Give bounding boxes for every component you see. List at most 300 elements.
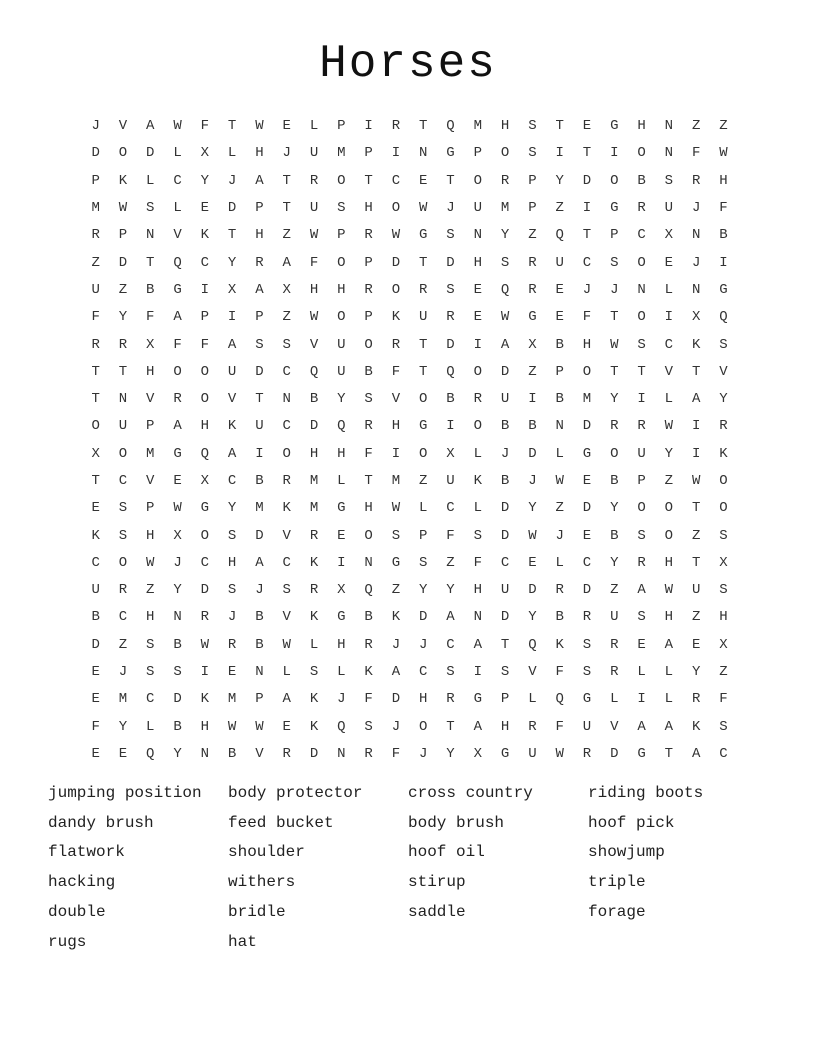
grid-letter[interactable]: R (637, 418, 646, 435)
grid-letter[interactable]: L (664, 281, 674, 298)
grid-letter[interactable]: Z (555, 200, 564, 217)
grid-letter[interactable]: P (91, 172, 100, 189)
grid-letter[interactable]: X (200, 145, 210, 162)
grid-letter[interactable]: R (528, 254, 537, 271)
grid-letter[interactable]: S (582, 636, 592, 653)
grid-letter[interactable]: P (146, 418, 155, 435)
grid-letter[interactable]: F (91, 718, 100, 735)
grid-letter[interactable]: H (719, 609, 728, 626)
grid-letter[interactable]: Z (282, 227, 291, 244)
grid-letter[interactable]: N (118, 391, 128, 408)
grid-letter[interactable]: D (500, 609, 510, 626)
grid-letter[interactable]: F (719, 200, 728, 217)
grid-letter[interactable]: L (664, 391, 674, 408)
grid-letter[interactable]: T (555, 118, 564, 135)
grid-letter[interactable]: U (337, 336, 346, 353)
grid-letter[interactable]: B (555, 391, 564, 408)
grid-letter[interactable]: M (146, 445, 155, 462)
grid-letter[interactable]: O (282, 445, 291, 462)
grid-letter[interactable]: B (173, 718, 182, 735)
grid-letter[interactable]: W (309, 227, 319, 244)
grid-letter[interactable]: B (500, 473, 510, 489)
grid-letter[interactable]: P (473, 145, 482, 162)
grid-letter[interactable]: H (473, 254, 482, 271)
grid-letter[interactable]: S (528, 118, 537, 135)
grid-letter[interactable]: I (582, 200, 592, 217)
grid-letter[interactable]: I (255, 445, 264, 462)
grid-letter[interactable]: Z (691, 527, 701, 544)
grid-letter[interactable]: P (419, 527, 428, 544)
grid-letter[interactable]: O (419, 718, 428, 735)
grid-letter[interactable]: S (637, 609, 646, 626)
grid-letter[interactable]: I (637, 391, 646, 408)
grid-letter[interactable]: U (610, 609, 619, 626)
grid-letter[interactable]: A (227, 336, 237, 353)
grid-letter[interactable]: U (255, 418, 264, 435)
grid-letter[interactable]: D (582, 582, 592, 599)
grid-letter[interactable]: P (337, 118, 346, 135)
grid-letter[interactable]: Z (282, 309, 291, 326)
grid-letter[interactable]: H (255, 227, 264, 244)
grid-letter[interactable]: W (555, 745, 564, 762)
grid-letter[interactable]: V (282, 527, 291, 544)
grid-letter[interactable]: D (91, 636, 100, 653)
grid-letter[interactable]: N (664, 145, 674, 162)
grid-letter[interactable]: C (419, 664, 428, 681)
grid-letter[interactable]: Z (691, 118, 701, 135)
grid-letter[interactable]: S (364, 718, 373, 735)
grid-letter[interactable]: Z (118, 636, 128, 653)
grid-letter[interactable]: B (500, 418, 510, 435)
grid-letter[interactable]: D (610, 745, 619, 762)
grid-letter[interactable]: C (282, 363, 291, 380)
grid-letter[interactable]: H (337, 445, 346, 462)
grid-letter[interactable]: O (473, 363, 482, 380)
grid-letter[interactable]: F (555, 718, 564, 735)
grid-letter[interactable]: Y (555, 172, 564, 189)
grid-letter[interactable]: S (446, 664, 455, 681)
grid-letter[interactable]: Z (118, 281, 128, 298)
grid-letter[interactable]: H (146, 609, 155, 626)
grid-letter[interactable]: O (391, 281, 401, 298)
grid-letter[interactable]: R (309, 582, 319, 599)
grid-letter[interactable]: S (282, 336, 291, 353)
grid-letter[interactable]: R (610, 636, 619, 653)
grid-letter[interactable]: N (337, 745, 346, 762)
grid-letter[interactable]: S (719, 336, 728, 353)
grid-letter[interactable]: Z (528, 363, 537, 380)
grid-letter[interactable]: K (200, 227, 210, 244)
grid-letter[interactable]: Q (555, 227, 564, 244)
grid-letter[interactable]: A (255, 281, 264, 298)
grid-letter[interactable]: F (309, 254, 319, 271)
grid-letter[interactable]: O (473, 418, 482, 435)
grid-letter[interactable]: B (309, 391, 319, 408)
grid-letter[interactable]: N (473, 609, 482, 626)
grid-letter[interactable]: C (173, 172, 182, 189)
grid-letter[interactable]: B (610, 527, 619, 544)
grid-letter[interactable]: E (555, 309, 564, 326)
grid-letter[interactable]: T (500, 636, 510, 653)
grid-letter[interactable]: D (173, 691, 182, 708)
grid-letter[interactable]: O (419, 445, 428, 462)
grid-letter[interactable]: Y (337, 391, 346, 408)
grid-letter[interactable]: I (227, 309, 237, 326)
grid-letter[interactable]: O (118, 445, 128, 462)
grid-letter[interactable]: J (391, 636, 401, 653)
grid-letter[interactable]: R (364, 418, 373, 435)
grid-letter[interactable]: O (610, 445, 619, 462)
grid-letter[interactable]: C (391, 172, 401, 189)
grid-letter[interactable]: W (146, 554, 155, 571)
grid-letter[interactable]: S (500, 664, 510, 681)
grid-letter[interactable]: C (282, 418, 291, 435)
grid-letter[interactable]: V (255, 745, 264, 762)
grid-letter[interactable]: S (391, 527, 401, 544)
grid-letter[interactable]: X (664, 227, 674, 244)
grid-letter[interactable]: N (364, 554, 373, 571)
grid-letter[interactable]: W (173, 500, 182, 517)
grid-letter[interactable]: V (719, 363, 728, 380)
grid-letter[interactable]: F (391, 363, 401, 380)
grid-letter[interactable]: S (446, 227, 455, 244)
grid-letter[interactable]: K (91, 527, 100, 544)
grid-letter[interactable]: B (227, 745, 237, 762)
grid-letter[interactable]: A (146, 118, 155, 135)
grid-letter[interactable]: Y (173, 745, 182, 762)
grid-letter[interactable]: V (309, 336, 319, 353)
grid-letter[interactable]: X (719, 554, 728, 571)
grid-letter[interactable]: O (364, 336, 373, 353)
grid-letter[interactable]: S (637, 336, 646, 353)
grid-letter[interactable]: D (528, 582, 537, 599)
grid-letter[interactable]: O (664, 527, 674, 544)
grid-letter[interactable]: R (610, 664, 619, 681)
grid-letter[interactable]: B (173, 636, 182, 653)
grid-letter[interactable]: S (146, 636, 155, 653)
grid-letter[interactable]: Y (227, 500, 237, 517)
grid-letter[interactable]: E (582, 473, 592, 489)
grid-letter[interactable]: S (146, 664, 155, 681)
grid-letter[interactable]: T (255, 391, 264, 408)
grid-letter[interactable]: S (282, 582, 291, 599)
grid-letter[interactable]: V (146, 473, 155, 489)
grid-letter[interactable]: S (664, 172, 674, 189)
grid-letter[interactable]: X (282, 281, 291, 298)
grid-letter[interactable]: X (719, 636, 728, 653)
grid-letter[interactable]: E (691, 636, 701, 653)
grid-letter[interactable]: Q (719, 309, 728, 326)
grid-letter[interactable]: R (691, 691, 701, 708)
grid-letter[interactable]: P (555, 363, 564, 380)
grid-letter[interactable]: W (500, 309, 510, 326)
grid-letter[interactable]: H (200, 718, 210, 735)
grid-letter[interactable]: G (719, 281, 728, 298)
grid-letter[interactable]: Q (337, 418, 346, 435)
grid-letter[interactable]: E (337, 527, 346, 544)
grid-letter[interactable]: J (173, 554, 182, 571)
grid-letter[interactable]: W (255, 718, 264, 735)
grid-letter[interactable]: F (719, 691, 728, 708)
grid-letter[interactable]: R (719, 418, 728, 435)
grid-letter[interactable]: V (391, 391, 401, 408)
grid-letter[interactable]: Q (309, 363, 319, 380)
grid-letter[interactable]: U (118, 418, 128, 435)
grid-letter[interactable]: R (227, 636, 237, 653)
grid-letter[interactable]: A (282, 691, 291, 708)
grid-letter[interactable]: K (309, 554, 319, 571)
grid-letter[interactable]: Z (691, 609, 701, 626)
grid-letter[interactable]: L (146, 718, 155, 735)
grid-letter[interactable]: O (719, 473, 728, 489)
grid-letter[interactable]: I (555, 145, 564, 162)
grid-letter[interactable]: N (637, 281, 646, 298)
grid-letter[interactable]: V (664, 363, 674, 380)
grid-letter[interactable]: J (500, 445, 510, 462)
grid-letter[interactable]: F (391, 745, 401, 762)
grid-letter[interactable]: J (337, 691, 346, 708)
grid-letter[interactable]: O (200, 527, 210, 544)
grid-letter[interactable]: G (337, 500, 346, 517)
grid-letter[interactable]: B (446, 391, 455, 408)
grid-letter[interactable]: H (146, 527, 155, 544)
grid-letter[interactable]: E (528, 554, 537, 571)
grid-letter[interactable]: E (91, 500, 100, 517)
grid-letter[interactable]: B (555, 609, 564, 626)
grid-letter[interactable]: H (364, 200, 373, 217)
grid-letter[interactable]: D (582, 418, 592, 435)
grid-letter[interactable]: Y (200, 172, 210, 189)
grid-letter[interactable]: A (255, 172, 264, 189)
grid-letter[interactable]: R (582, 745, 592, 762)
grid-letter[interactable]: I (473, 336, 482, 353)
grid-letter[interactable]: H (200, 418, 210, 435)
grid-letter[interactable]: E (91, 745, 100, 762)
grid-letter[interactable]: H (337, 281, 346, 298)
grid-letter[interactable]: H (473, 582, 482, 599)
grid-letter[interactable]: R (446, 691, 455, 708)
grid-letter[interactable]: M (227, 691, 237, 708)
grid-letter[interactable]: S (473, 527, 482, 544)
grid-letter[interactable]: M (255, 500, 264, 517)
grid-letter[interactable]: D (582, 500, 592, 517)
grid-letter[interactable]: S (146, 200, 155, 217)
grid-letter[interactable]: P (200, 309, 210, 326)
grid-letter[interactable]: T (91, 473, 100, 489)
grid-letter[interactable]: R (473, 391, 482, 408)
grid-letter[interactable]: G (173, 281, 182, 298)
grid-letter[interactable]: M (309, 500, 319, 517)
grid-letter[interactable]: R (610, 418, 619, 435)
grid-letter[interactable]: Y (664, 445, 674, 462)
grid-letter[interactable]: V (173, 227, 182, 244)
grid-letter[interactable]: O (173, 363, 182, 380)
grid-letter[interactable]: T (118, 363, 128, 380)
grid-letter[interactable]: P (255, 691, 264, 708)
grid-letter[interactable]: H (664, 609, 674, 626)
grid-letter[interactable]: R (500, 172, 510, 189)
grid-letter[interactable]: I (691, 445, 701, 462)
grid-letter[interactable]: Z (419, 473, 428, 489)
grid-letter[interactable]: N (691, 281, 701, 298)
grid-letter[interactable]: H (664, 554, 674, 571)
grid-letter[interactable]: P (255, 200, 264, 217)
grid-letter[interactable]: W (528, 527, 537, 544)
grid-letter[interactable]: Q (446, 363, 455, 380)
grid-letter[interactable]: C (446, 636, 455, 653)
grid-letter[interactable]: T (446, 172, 455, 189)
grid-letter[interactable]: K (691, 336, 701, 353)
grid-letter[interactable]: Y (118, 718, 128, 735)
grid-letter[interactable]: S (173, 664, 182, 681)
grid-letter[interactable]: H (146, 363, 155, 380)
grid-letter[interactable]: R (118, 336, 128, 353)
grid-letter[interactable]: P (637, 473, 646, 489)
grid-letter[interactable]: J (691, 200, 701, 217)
grid-letter[interactable]: G (391, 554, 401, 571)
grid-letter[interactable]: E (118, 745, 128, 762)
grid-letter[interactable]: R (364, 636, 373, 653)
grid-letter[interactable]: O (337, 309, 346, 326)
grid-letter[interactable]: O (200, 391, 210, 408)
grid-letter[interactable]: C (719, 745, 728, 762)
grid-letter[interactable]: E (200, 200, 210, 217)
grid-letter[interactable]: X (337, 582, 346, 599)
grid-letter[interactable]: A (637, 582, 646, 599)
grid-letter[interactable]: O (500, 145, 510, 162)
grid-letter[interactable]: L (664, 691, 674, 708)
grid-letter[interactable]: R (528, 281, 537, 298)
grid-letter[interactable]: B (364, 609, 373, 626)
grid-letter[interactable]: I (200, 281, 210, 298)
grid-letter[interactable]: S (719, 527, 728, 544)
grid-letter[interactable]: O (582, 363, 592, 380)
grid-letter[interactable]: J (227, 172, 237, 189)
grid-letter[interactable]: K (473, 473, 482, 489)
grid-letter[interactable]: P (528, 172, 537, 189)
grid-letter[interactable]: I (200, 664, 210, 681)
grid-letter[interactable]: K (364, 664, 373, 681)
grid-letter[interactable]: B (91, 609, 100, 626)
grid-letter[interactable]: T (691, 363, 701, 380)
grid-letter[interactable]: R (309, 527, 319, 544)
grid-letter[interactable]: B (637, 172, 646, 189)
grid-letter[interactable]: H (337, 636, 346, 653)
grid-letter[interactable]: J (419, 745, 428, 762)
grid-letter[interactable]: J (118, 664, 128, 681)
grid-letter[interactable]: E (664, 254, 674, 271)
grid-letter[interactable]: E (555, 281, 564, 298)
grid-letter[interactable]: A (664, 718, 674, 735)
grid-letter[interactable]: D (419, 609, 428, 626)
grid-letter[interactable]: F (91, 309, 100, 326)
grid-letter[interactable]: S (528, 145, 537, 162)
grid-letter[interactable]: C (664, 336, 674, 353)
grid-letter[interactable]: U (637, 445, 646, 462)
grid-letter[interactable]: C (227, 473, 237, 489)
grid-letter[interactable]: Y (227, 254, 237, 271)
grid-letter[interactable]: B (555, 336, 564, 353)
grid-letter[interactable]: S (337, 200, 346, 217)
grid-letter[interactable]: L (555, 554, 564, 571)
grid-letter[interactable]: D (255, 363, 264, 380)
grid-letter[interactable]: O (118, 145, 128, 162)
grid-letter[interactable]: T (91, 391, 100, 408)
grid-letter[interactable]: I (691, 418, 701, 435)
grid-letter[interactable]: W (118, 200, 128, 217)
grid-letter[interactable]: J (446, 200, 455, 217)
grid-letter[interactable]: I (664, 309, 674, 326)
grid-letter[interactable]: Q (500, 281, 510, 298)
grid-letter[interactable]: O (91, 418, 100, 435)
grid-letter[interactable]: U (528, 745, 537, 762)
grid-letter[interactable]: Z (719, 664, 728, 681)
grid-letter[interactable]: L (528, 691, 537, 708)
grid-letter[interactable]: O (337, 254, 346, 271)
grid-letter[interactable]: D (500, 500, 510, 517)
grid-letter[interactable]: T (691, 554, 701, 571)
grid-letter[interactable]: D (391, 691, 401, 708)
grid-letter[interactable]: A (173, 309, 182, 326)
grid-letter[interactable]: E (582, 118, 592, 135)
grid-letter[interactable]: T (282, 172, 291, 189)
grid-letter[interactable]: W (719, 145, 728, 162)
grid-letter[interactable]: I (364, 118, 373, 135)
grid-letter[interactable]: L (664, 664, 674, 681)
grid-letter[interactable]: R (391, 118, 401, 135)
grid-letter[interactable]: Y (691, 664, 701, 681)
grid-letter[interactable]: G (582, 445, 592, 462)
grid-letter[interactable]: T (582, 145, 592, 162)
grid-letter[interactable]: S (610, 254, 619, 271)
grid-letter[interactable]: M (309, 473, 319, 489)
grid-letter[interactable]: U (91, 281, 100, 298)
grid-letter[interactable]: U (664, 200, 674, 217)
grid-letter[interactable]: T (419, 336, 428, 353)
grid-letter[interactable]: V (610, 718, 619, 735)
grid-letter[interactable]: Y (446, 745, 455, 762)
grid-letter[interactable]: G (419, 227, 428, 244)
grid-letter[interactable]: H (419, 691, 428, 708)
grid-letter[interactable]: U (227, 363, 237, 380)
grid-letter[interactable]: I (446, 418, 455, 435)
grid-letter[interactable]: U (473, 200, 482, 217)
grid-letter[interactable]: N (282, 391, 291, 408)
grid-letter[interactable]: R (419, 281, 428, 298)
grid-letter[interactable]: A (173, 418, 182, 435)
grid-letter[interactable]: S (637, 527, 646, 544)
grid-letter[interactable]: N (555, 418, 564, 435)
grid-letter[interactable]: E (473, 309, 482, 326)
grid-letter[interactable]: Z (664, 473, 674, 489)
grid-letter[interactable]: S (118, 527, 128, 544)
grid-letter[interactable]: F (555, 664, 564, 681)
grid-letter[interactable]: D (500, 527, 510, 544)
grid-letter[interactable]: T (282, 200, 291, 217)
grid-letter[interactable]: O (391, 200, 401, 217)
grid-letter[interactable]: W (419, 200, 428, 217)
grid-letter[interactable]: O (637, 254, 646, 271)
grid-letter[interactable]: Y (610, 391, 619, 408)
grid-letter[interactable]: R (118, 582, 128, 599)
grid-letter[interactable]: Y (528, 500, 537, 517)
grid-letter[interactable]: O (419, 391, 428, 408)
grid-letter[interactable]: S (309, 664, 319, 681)
grid-letter[interactable]: P (610, 227, 619, 244)
grid-letter[interactable]: C (146, 691, 155, 708)
grid-letter[interactable]: J (91, 118, 100, 135)
grid-letter[interactable]: R (637, 554, 646, 571)
